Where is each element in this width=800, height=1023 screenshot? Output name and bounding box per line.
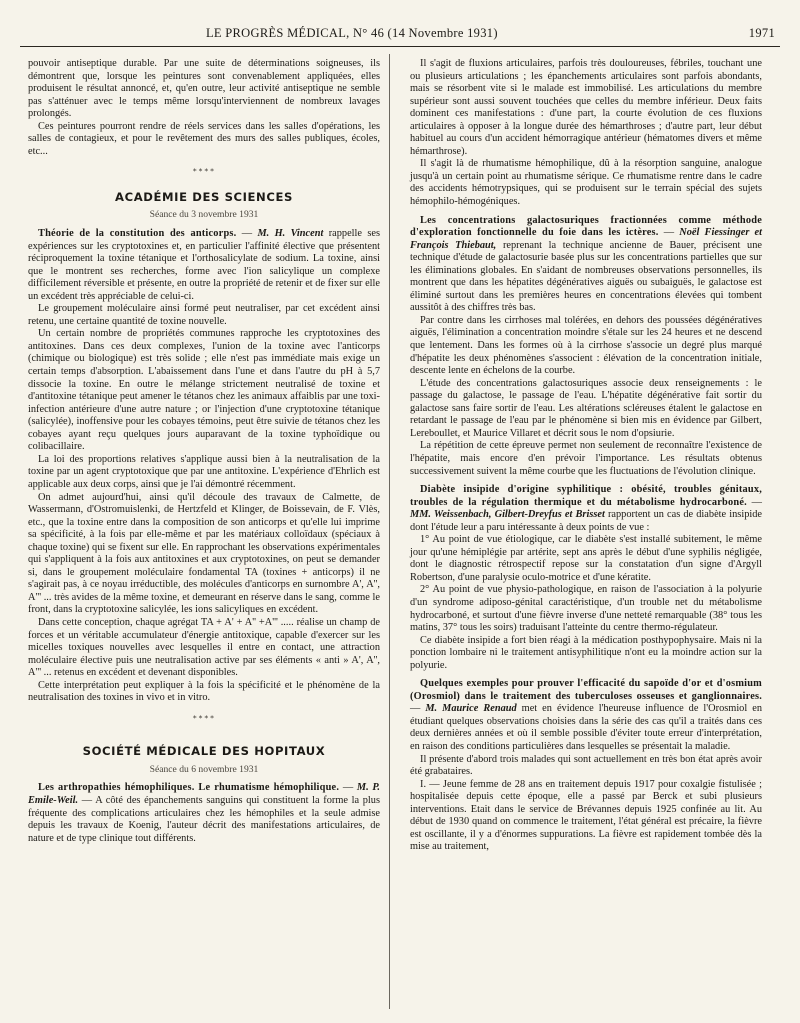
article-paragraph: On admet aujourd'hui, ainsi qu'il découle des travaux de Calmette, de Wassermann, d'Ostromuislenki, de Hertzfeld et Klinger, de Boissevain, de F. Vlès, etc., que la toxine entre dans la composition de son anticorps et qu'elle lui imprime sa spécificité, à la fois par elle-même et par les matériaux colloïdaux (spéciaux à chaque toxine) qui se fixent sur elle. En rapprochant les observations expérimentales qui s'appliquent à la fois aux antitoxines et aux cryptotoxines, on peut se demander si, dans le groupement moléculaire fondamental TA (toxines + anticorps) il ne s'agirait pas, à ce noyau irréductible, des molécules d'anticorps en surnombre A', A'', A''' ... très avides de la même toxine, et demeurant en réserve dans le sang, comme le front, dans la cryptotoxine salicylée, les ions salicyliques en excédent. xyxy=(28,491,380,616)
article-author: Noël Fiessinger et François Thiebaut, xyxy=(410,227,763,251)
page-number: 1971 xyxy=(748,26,775,40)
section-separator: ∗∗∗∗ xyxy=(192,712,216,721)
right-column xyxy=(410,58,762,854)
article-paragraph: Ce diabète insipide a fort bien réagi à la médication posthypophysaire. Mais ni la ponction lombaire ni le traitement antisyphilitique n'ont eu la moindre action sur la polyurie. xyxy=(410,634,762,671)
section-title-societe: SOCIÉTÉ MÉDICALE DES HOPITAUX xyxy=(82,744,326,759)
article-paragraph: Dans cette conception, chaque agrégat TA + A' + A'' +A''' ..... réalise un champ de forces et un véritable accumulateur d'énergie antitoxique, capable d'exercer sur les micelles toxiques nouvelles avec lesquelles il entre en contact, une attraction moléculaire élective puis une neutralisation active par ses éléments « anti » A', A'', A''' ... retenus en excédent et devenant disponibles. xyxy=(28,616,380,679)
article-paragraph: I. — Jeune femme de 28 ans en traitement depuis 1917 pour coxalgie fistulisée ; hospitalisée depuis cette époque, elle a passé par Berck et subi plusieurs interventions. Etait dans le service de Brévannes depuis 1925 confinée au lit. Au début de 1930 quand on commence le traitement, l'état général est précaire, la fièvre est oscillante, il y a d'énormes suppurations. La fièvre est rapidement tombée dès la mise au traitement, xyxy=(410,778,762,853)
paint-paragraph: pouvoir antiseptique durable. Par une suite de déterminations soigneuses, ils démontrent que, lorsque les peintures sont convenablement appliquées, elles produisent le résultat annoncé, et, qu'en outre, leur activité antiseptique ne semble pas s'atténuer avec le temps même lorsqu'interviennent de nombreux lavages prolongés. xyxy=(28,58,380,120)
article-author: MM. Weissenbach, Gilbert-Dreyfus et Brisset xyxy=(410,509,605,521)
article-paragraph: Théorie de la constitution des anticorps. — M. H. Vincent rappelle ses expériences sur les cryptotoxines et, en particulier l'affinité élective que présentent réciproquement la toxine tétanique et l'orthosalicylate de sodium. La toxine, ainsi que le montrent ses recherches, forme avec l'ion salicylique un complexe difficilement réversible et présente, en outre la propriété de retenir et de fixer sur elle un excédent très appréciable de celui-ci. xyxy=(28,228,380,302)
article-paragraph: L'étude des concentrations galactosuriques associe deux renseignements : le passage du galactose, le passage de l'eau. L'hépatite dégénérative fait sortir du galactose sans faire sortir de l'eau. Les altérations scléreuses étalent le galactose en retardant le passage de l'eau par le phénomène si bien mis en évidence par Gilbert, Lereboullet, et Maurice Villaret et décrit sous le nom d'opsiurie. xyxy=(410,377,762,439)
section-title-academie: ACADÉMIE DES SCIENCES xyxy=(115,189,293,204)
session-date: Séance du 6 novembre 1931 xyxy=(149,763,259,775)
article-paragraph: Diabète insipide d'origine syphilitique : obésité, troubles génitaux, troubles de la régulation thermique et du métabolisme hydrocarboné. — MM. Weissenbach, Gilbert-Dreyfus et Brisset rapportent un cas de diabète insipide dont l'étude leur a paru intéressante à deux points de vue : xyxy=(410,484,763,533)
article-title: Théorie de la constitution des anticorps. xyxy=(38,228,237,240)
article-paragraph: Le groupement moléculaire ainsi formé peut neutraliser, par cet excédent ainsi retenu, une certaine quantité de toxine nouvelle. xyxy=(28,303,380,327)
article-paragraph: Un certain nombre de propriétés communes rapproche les cryptotoxines des antitoxines. Dans ces deux complexes, l'union de la toxine avec l'anticorps (chimique ou biologique) est très solide ; elle n'est pas immédiate mais exige un certain temps d'absorption. L'abaissement dans l'une et dans l'autre du pH à 5,7 dissocie la toxine. En outre le mélange strictement neutralisé de toxine et d'antitoxine tétanique peut amener le tétanos chez les animaux affaiblis par une toxi-infection antérieure d'une autre nature ; or l'injection d'une cryptotoxine tétanique (salicylée), inoffensive pour les cobayes témoins, peut être suivie de tétanos chez les cobayes ayant reçu quelques jours auparavant de la toxine typhoïdique ou colibacillaire. xyxy=(28,328,380,453)
article-title: Les concentrations galactosuriques fractionnées comme méthode d'exploration fonctionnelle du foie dans les ictères. xyxy=(410,214,762,239)
article-paragraph: 2° Au point de vue physio-pathologique, en raison de l'association à la polyurie d'un syndrome adiposo-génital caractéristique, d'un trouble net du métabolisme hydrocarboné, et surtout d'une fièvre inverse d'une netteté remarquable (38° tous les matins, 37° tous les soirs) traduisant l'atteinte du centre thermo-régulateur. xyxy=(410,584,762,634)
article-text: A côté des épanchements sanguins qui constituent la forme la plus fréquente des complications articulaires chez les hémophiles et la seule admise depuis les travaux de Koenig, l'auteur décrit des manifestations articulaires, de nature et de type clinique tout différents. xyxy=(28,794,381,844)
article-paragraph: Les arthropathies hémophiliques. Le rhumatisme hémophilique. — M. P. Emile-Weil. — A côté des épanchements sanguins qui constituent la forme la plus fréquente des complications articulaires chez les hémophiles et la seule admise depuis les travaux de Koenig, l'auteur décrit des manifestations articulaires, de nature et de type clinique tout différents. xyxy=(28,782,381,844)
article-text: rapportent un cas de diabète insipide dont l'étude leur a paru intéressante à deux points de vue : xyxy=(410,509,763,533)
session-date: Séance du 3 novembre 1931 xyxy=(149,209,259,221)
article-paragraph: Les concentrations galactosuriques fractionnées comme méthode d'exploration fonctionnelle du foie dans les ictères. — Noël Fiessinger et François Thiebaut, reprenant la technique ancienne de Bauer, précisent une technique d'étude de galactosurie basée plus sur les concentrations partielles que sur les éliminations globales. En s'aidant de nombreuses observations personnelles, ils montrent que dans les hépatites dégénératives aiguës ou subaiguës, le galactose est éliminé surtout dans les premières heures en concentrations élevées qui tombent aussitôt à des chiffres très bas. xyxy=(410,214,763,314)
article-paragraph: 1° Au point de vue étiologique, car le diabète s'est installé subitement, le même jour qu'une hémiplégie par artérite, sept ans après le début d'une syphilis négligée, dont le diagnostic rétrospectif repose sur la constatation d'un signe d'Argyll Robertson, d'une paralysie oculo-motrice et d'une kératite. xyxy=(410,534,762,583)
article-paragraph: La loi des proportions relatives s'applique aussi bien à la neutralisation de la toxine par un agent cryptotoxique que par une antitoxine. L'expérience d'Ehrlich est applicable aux deux corps, ainsi que je l'ai démontré récemment. xyxy=(28,453,380,490)
article-text: rappelle ses expériences sur les cryptotoxines et, en particulier l'affinité élective que présentent réciproquement la toxine tétanique et l'orthosalicylate de sodium. La toxine, ainsi que le montrent ses recherches, forme avec l'ion salicylique un complexe difficilement réversible et présente, en outre la propriété de retenir et de fixer sur elle un excédent très appréciable de celui-ci. xyxy=(28,228,380,302)
article-paragraph: La répétition de cette épreuve permet non seulement de reconnaître l'existence de l'hépatite, mais encore d'en prévoir l'importance. Les résultats obtenus successivement suivent la même courbe que les fluctuations de l'évolution clinique. xyxy=(410,440,762,477)
article-author: M. H. Vincent xyxy=(257,228,324,240)
article-author: M. P. Emile-Weil. xyxy=(28,782,380,806)
running-header xyxy=(20,26,775,46)
article-text: met en évidence l'heureuse influence de l'Orosmiol en étudiant quelques observations choisies dans la série des cas qu'il a traités dans ces deux dernières années et où il semble possible d'éviter toute erreur d'interprétation, en raison des conditions particulières dans lesquelles se présentait la maladie. xyxy=(410,703,762,752)
column-divider xyxy=(389,54,390,1009)
article-paragraph: Il s'agit de fluxions articulaires, parfois très douloureuses, fébriles, touchant une ou plusieurs articulations ; les épanchements articulaires sont parfois abondants, mais se résorbent vite si le malade est immobilisé. Les articulations du membre supérieur sont aussi souvent touchées que celles du membre inférieur. Deux faits dominent ces manifestations : d'une part, la courte évolution de ces fluxions articulaires à opposer à la longue durée des hémarthroses ; d'autre part, leur début habituel au cours d'un accident hémorragique antérieur (hématomes divers et même hémarthrose). xyxy=(410,58,762,157)
left-column xyxy=(28,58,380,845)
article-paragraph: Il s'agit là de rhumatisme hémophilique, dû à la résorption sanguine, analogue jusqu'à un certain point au rhumatisme sérique. Ce rhumatisme rentre dans le cadre des accidents hémotrypsiques, qui se produisent sur le terrain spécial des sujets hémophilo-hémogéniques. xyxy=(410,158,762,208)
running-title: LE PROGRÈS MÉDICAL, N° 46 (14 Novembre 1931) xyxy=(206,26,498,40)
article-title: Les arthropathies hémophiliques. Le rhumatisme hémophilique. xyxy=(38,782,340,794)
paint-paragraph: Ces peintures pourront rendre de réels services dans les salles d'opérations, les salles de contagieux, et pour le revêtement des murs des salles publiques, écoles, etc... xyxy=(28,120,380,157)
article-paragraph: Il présente d'abord trois malades qui sont actuellement en très bon état après avoir été grabataires. xyxy=(410,753,762,778)
article-title: Quelques exemples pour prouver l'efficacité du sapoïde d'or et d'osmium (Orosmiol) dans le traitement des tuberculoses osseuses et ganglionnaires. xyxy=(410,678,762,702)
article-paragraph: Quelques exemples pour prouver l'efficacité du sapoïde d'or et d'osmium (Orosmiol) dans le traitement des tuberculoses osseuses et ganglionnaires. — M. Maurice Renaud met en évidence l'heureuse influence de l'Orosmiol en étudiant quelques observations choisies dans la série des cas qu'il a traités dans ces deux dernières années et où il semble possible d'éviter toute erreur d'interprétation, en raison des conditions particulières dans lesquelles se présentait la maladie. xyxy=(410,678,762,752)
article-paragraph: Cette interprétation peut expliquer à la fois la spécificité et le phénomène de la neutralisation des toxines in vivo et in vitro. xyxy=(28,679,380,704)
section-separator: ∗∗∗∗ xyxy=(192,166,216,175)
article-title: Diabète insipide d'origine syphilitique : obésité, troubles génitaux, troubles de la régulation thermique et du métabolisme hydrocarboné. xyxy=(410,484,762,508)
article-author: M. Maurice Renaud xyxy=(425,703,517,715)
article-text: reprenant la technique ancienne de Bauer, précisent une technique d'étude de galactosurie basée plus sur les concentrations partielles que sur les éliminations globales. En s'aidant de nombreuses observations personnelles, ils montrent que dans les hépatites dégénératives aiguës ou subaiguës, le galactose est éliminé surtout dans les premières heures en concentrations élevées qui tombent aussitôt à des chiffres très bas. xyxy=(410,239,762,314)
article-paragraph: Par contre dans les cirrhoses mal tolérées, en dehors des poussées dégénératives aiguës, l'élimination a concentration moindre s'étale sur les 24 heures et ne descend que lentement. Dans les formes où à la cirrhose s'associe un degré plus marqué d'hépatite les deux phénomènes s'associent : élévation de la concentration initiale, descente lente en échelons de la courbe. xyxy=(410,314,762,377)
header-rule xyxy=(20,46,780,47)
